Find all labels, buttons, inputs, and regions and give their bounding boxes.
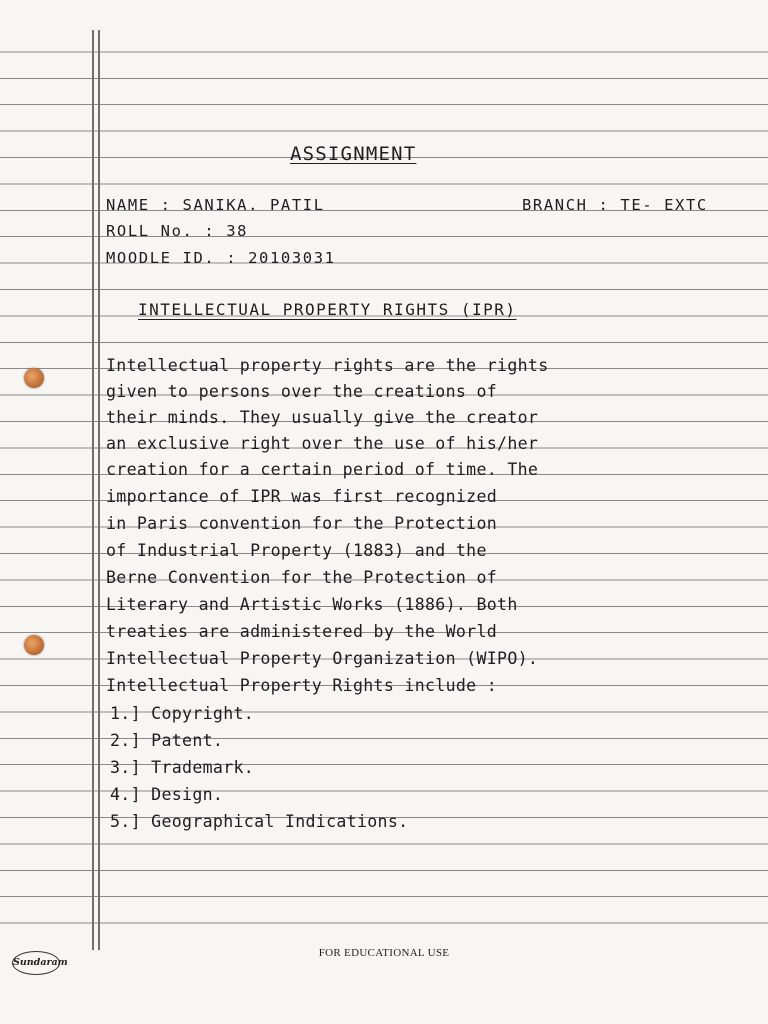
- list-item: 3.] Trademark.: [110, 758, 255, 777]
- moodle-id: MOODLE ID. : 20103031: [106, 249, 336, 267]
- binder-hole-bottom: [24, 635, 44, 655]
- margin-rule-left: [92, 30, 94, 950]
- list-item: 5.] Geographical Indications.: [110, 812, 409, 831]
- notebook-brand-logo: Sundaram: [12, 951, 60, 975]
- body-line: Literary and Artistic Works (1886). Both: [106, 595, 518, 614]
- footer-text: FOR EDUCATIONAL USE: [318, 947, 450, 959]
- body-line: creation for a certain period of time. The: [106, 460, 539, 479]
- section-heading: INTELLECTUAL PROPERTY RIGHTS (IPR): [138, 300, 517, 319]
- body-line: Intellectual property rights are the rights: [106, 356, 549, 375]
- list-item: 4.] Design.: [110, 785, 224, 804]
- body-line: treaties are administered by the World: [106, 622, 498, 641]
- body-line: importance of IPR was first recognized: [106, 487, 498, 506]
- list-item: 1.] Copyright.: [110, 704, 255, 723]
- student-name: NAME : SANIKA. PATIL: [106, 196, 325, 214]
- assignment-title: ASSIGNMENT: [290, 143, 417, 165]
- page-top-margin: [0, 0, 768, 30]
- body-line: Intellectual Property Organization (WIPO).: [106, 649, 539, 668]
- list-item: 2.] Patent.: [110, 731, 224, 750]
- roll-number: ROLL No. : 38: [106, 222, 249, 240]
- body-line: their minds. They usually give the creator: [106, 408, 539, 427]
- body-line: an exclusive right over the use of his/her: [106, 434, 539, 453]
- student-branch: BRANCH : TE- EXTC: [522, 196, 708, 214]
- body-line: in Paris convention for the Protection: [106, 514, 498, 533]
- margin-rule-right: [98, 30, 100, 950]
- body-line: of Industrial Property (1883) and the: [106, 541, 487, 560]
- body-line: Berne Convention for the Protection of: [106, 568, 498, 587]
- body-line: Intellectual Property Rights include :: [106, 676, 498, 695]
- binder-hole-top: [24, 368, 44, 388]
- body-line: given to persons over the creations of: [106, 382, 498, 401]
